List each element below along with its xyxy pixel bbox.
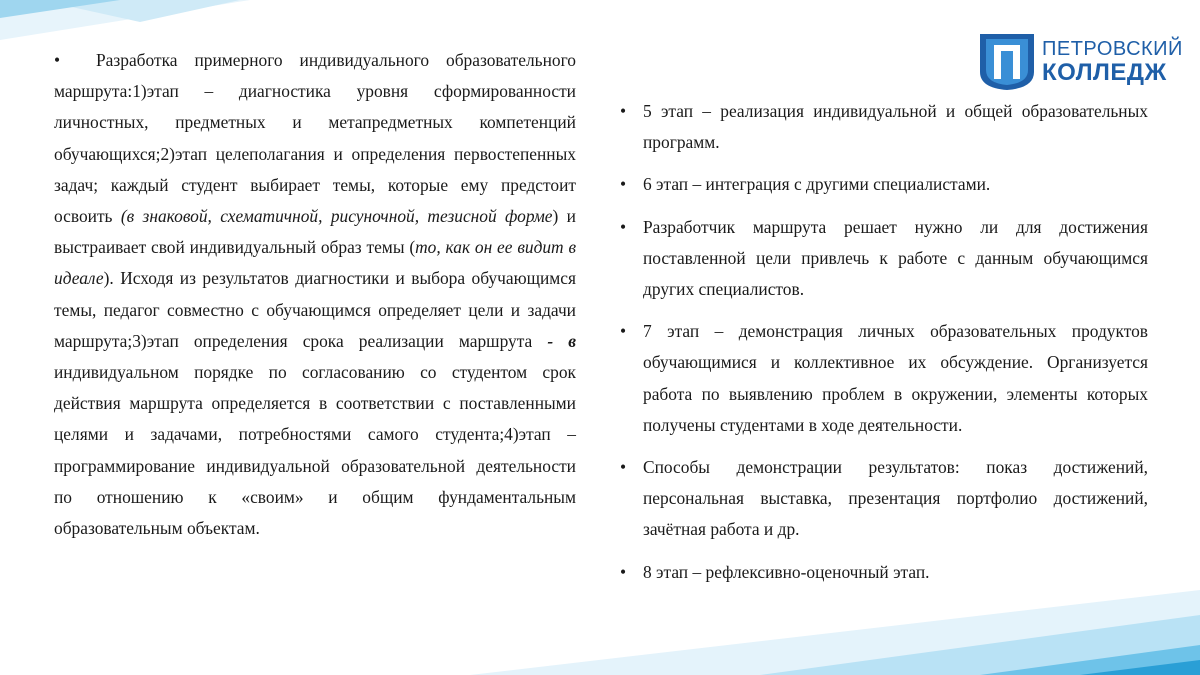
list-item [620,316,1148,441]
bold-italic-run: - в [547,330,576,351]
logo-text-line1: ПЕТРОВСКИЙ [1042,38,1183,60]
bullet-marker: • [620,101,627,121]
bullet-marker: • [620,561,627,582]
bullet-marker: • [620,216,627,237]
bullet-marker: • [620,321,627,342]
list-item-text: Разработчик маршрута решает нужно ли для достижения поставленной цели привлечь к работе с данным обучающимся других специалистов. [643,216,1148,300]
logo-text-line2: КОЛЛЕДЖ [1042,59,1167,86]
list-item [620,557,1148,588]
list-item-text: 5 этап – реализация индивидуальной и общей образовательных программ. [643,101,1148,153]
bullet-marker: • [620,174,627,195]
bullet-marker: • [620,457,627,478]
list-item [620,452,1148,546]
text-run: ). Исходя из результатов диагностики и выбора обучающимся темы, педагог совместно с обучающимся определяет цели и задачи маршрута;3)этап определения срока реализации маршрута [54,268,576,351]
italic-run: (в знаковой, схематичной, рисуночной, тезисной форме [120,206,553,227]
list-item [620,96,1148,158]
text-run: ) и выстраивает свой индивидуальный образ темы ( [54,206,576,258]
italic-run: то, как он ее видит в идеале [54,237,576,289]
bullet-marker: • [54,50,61,70]
left-text-column [54,45,576,544]
text-run: Разработка примерного индивидуального образовательного маршрута:1)этап – диагностика уровня сформированности личностных, предметных и метапредметных компетенций обучающихся;2)этап целеполагания и определения первостепенных задач; каждый студент выбирает темы, которые ему предстоит освоить [54,50,576,227]
logo-shield-icon [978,32,1038,92]
list-item-text: 6 этап – интеграция с другими специалистами. [643,174,991,195]
list-item-text: 7 этап – демонстрация личных образовательных продуктов обучающимися и коллективное их обсуждение. Организуется работа по выявлению проблем в окружении, элементы которых получены студентами в ходе деятельности. [643,321,1148,435]
list-item [620,212,1148,306]
right-text-column [620,96,1148,599]
list-item [620,169,1148,200]
list-item-text: Способы демонстрации результатов: показ достижений, персональная выставка, презентация портфолио достижений, зачётная работа и др. [643,457,1148,540]
text-run: индивидуальном порядке по согласованию со студентом срок действия маршрута определяется в соответствии с поставленными целями и задачами, потребностями самого студента;4)этап – программирование индивидуальной образовательной деятельности по отношению к «своим» и общим фундаментальным образовательным объектам. [54,362,576,539]
list-item-text: 8 этап – рефлексивно-оценочный этап. [643,561,930,582]
left-paragraph [54,45,576,544]
